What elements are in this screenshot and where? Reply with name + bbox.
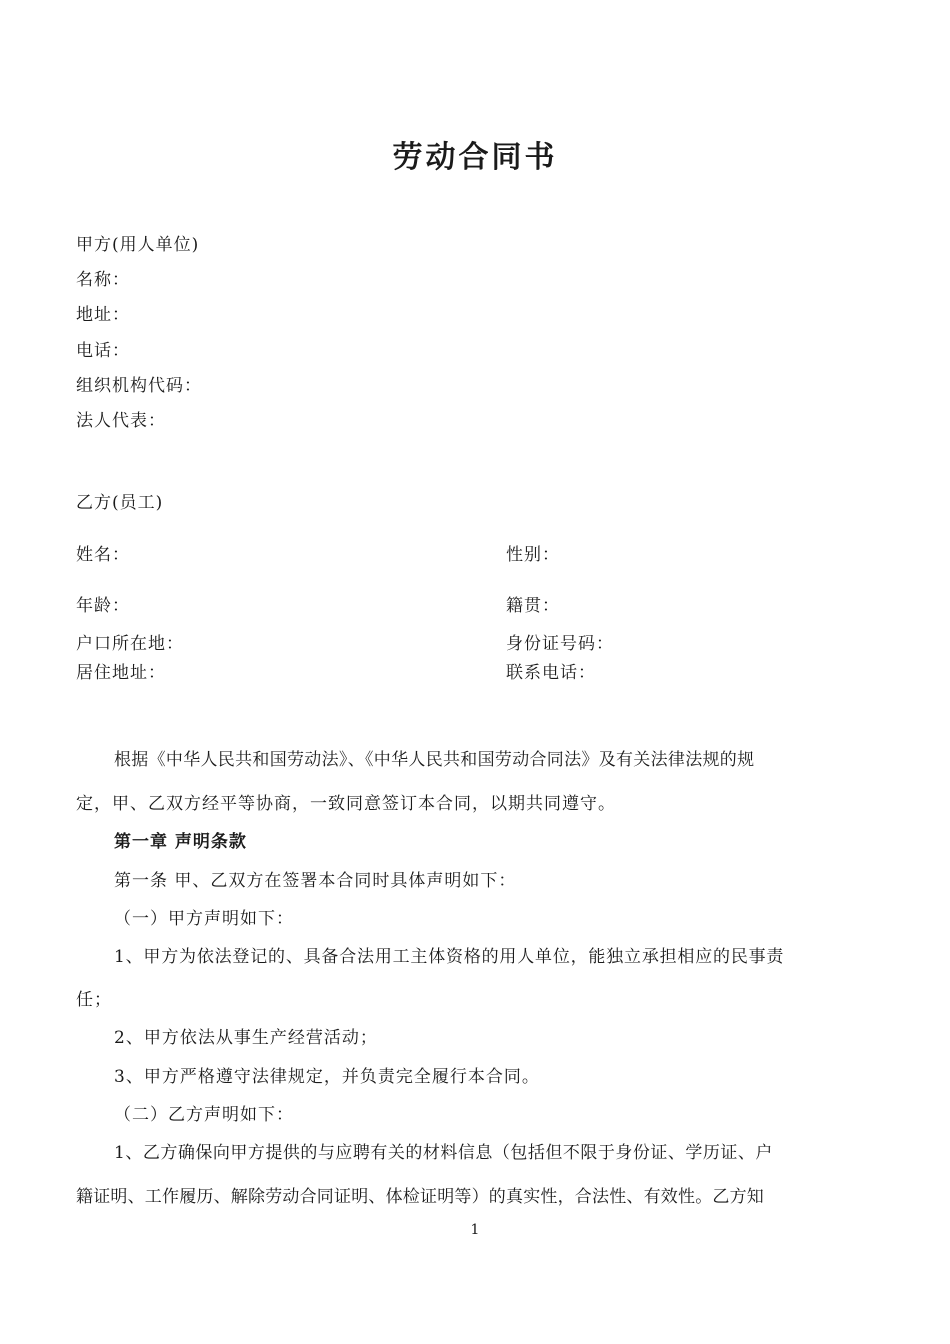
party-a-address-label: 地址：	[76, 305, 130, 325]
party-a-declaration-heading: （一）甲方声明如下：	[114, 909, 294, 929]
preamble-line-2: 定，甲、乙双方经平等协商，一致同意签订本合同，以期共同遵守。	[76, 794, 616, 814]
party-b-declaration-heading: （二）乙方声明如下：	[114, 1105, 294, 1125]
party-a-heading: 甲方(用人单位)	[76, 235, 200, 255]
party-b-name-label: 姓名：	[76, 545, 130, 565]
party-a-declaration-1-line-2: 任；	[76, 990, 112, 1010]
party-b-declaration-1-line-2: 籍证明、工作履历、解除劳动合同证明、体检证明等）的真实性，合法性、有效性。乙方知	[76, 1187, 764, 1207]
page-title: 劳动合同书	[392, 140, 558, 175]
article-1: 第一条 甲、乙双方在签署本合同时具体声明如下：	[114, 871, 517, 891]
party-a-declaration-3: 3、甲方严格遵守法律规定，并负责完全履行本合同。	[114, 1067, 540, 1087]
party-a-declaration-2: 2、甲方依法从事生产经营活动；	[114, 1028, 378, 1048]
page-number: 1	[470, 1222, 480, 1238]
party-b-id-number-label: 身份证号码：	[506, 634, 614, 654]
party-a-org-code-label: 组织机构代码：	[76, 376, 202, 396]
party-a-declaration-1-line-1: 1、甲方为依法登记的、具备合法用工主体资格的用人单位，能独立承担相应的民事责	[114, 947, 785, 967]
party-b-age-label: 年龄：	[76, 596, 130, 616]
party-b-residence-label: 居住地址：	[76, 663, 166, 683]
party-b-native-place-label: 籍贯：	[506, 596, 560, 616]
party-b-declaration-1-line-1: 1、乙方确保向甲方提供的与应聘有关的材料信息（包括但不限于身份证、学历证、户	[114, 1143, 773, 1163]
party-b-contact-phone-label: 联系电话：	[506, 663, 596, 683]
party-b-gender-label: 性别：	[506, 545, 560, 565]
party-b-heading: 乙方(员工)	[76, 493, 164, 513]
party-a-legal-rep-label: 法人代表：	[76, 411, 166, 431]
party-b-hukou-label: 户口所在地：	[76, 634, 184, 654]
chapter-1-heading: 第一章 声明条款	[114, 832, 247, 852]
party-a-phone-label: 电话：	[76, 341, 130, 361]
party-a-name-label: 名称：	[76, 270, 130, 290]
preamble-line-1: 根据《中华人民共和国劳动法》、《中华人民共和国劳动合同法》及有关法律法规的规	[114, 750, 755, 770]
